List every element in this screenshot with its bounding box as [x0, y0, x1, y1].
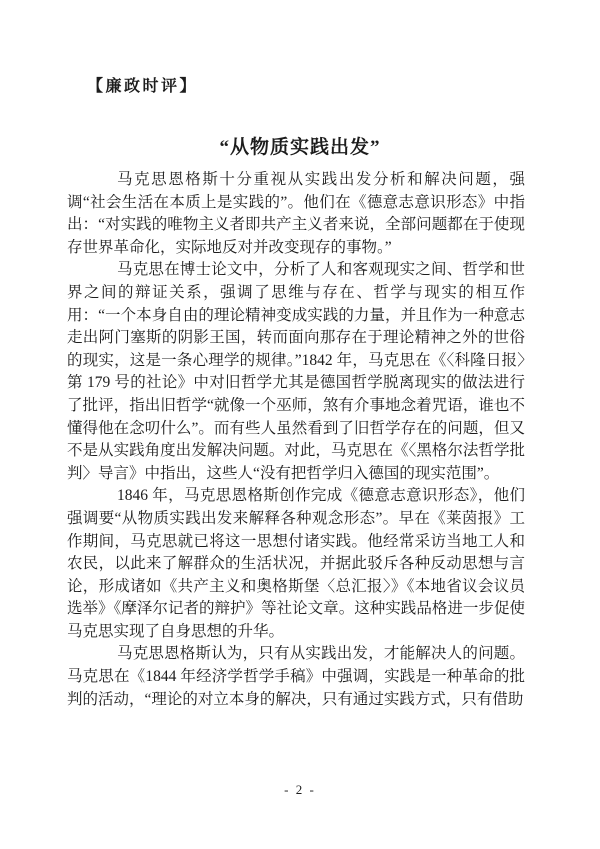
paragraph: 1846 年，马克思恩格斯创作完成《德意志意识形态》，他们强调要“从物质实践出发来解释各种观念形态”。早在《莱茵报》工作期间，马克思就已将这一思想付诸实践。他经常采访当地工人和农民，以此来了解群众的生活状况，并据此驳斥各种反动思想与言论，形成诸如《共产主义和奥格斯堡〈总汇报〉》《本地省议会议员选举》《摩泽尔记者的辩护》等社论文章。这种实践品格进一步促使马克思实现了自身思想的升华。 — [67, 487, 525, 640]
article-title: “从物质实践出发” — [219, 136, 381, 158]
paragraph: 马克思在博士论文中，分析了人和客观现实之间、哲学和世界之间的辩证关系，强调了思维与存在、哲学与现实的相互作用：“一个本身自由的理论精神变成实践的力量，并且作为一种意志走出阿门塞斯的阴影王国，转而面向那存在于理论精神之外的世俗的现实，这是一条心理学的规律。”1842 年，马克思在《〈科隆日报〉第 179 号的社论》中对旧哲学尤其是德国哲学脱离现实的做法进行了批评，指出旧哲学“就像一个巫师，煞有介事地念着咒语，谁也不懂得他在念叨什么”。而有些人虽然看到了旧哲学存在的问题，但又不是从实践角度出发解决问题。对此，马克思在《〈黑格尔法哲学批判〉导言》中指出，这些人“没有把哲学归入德国的现实范围”。 — [67, 261, 525, 482]
article-body — [67, 169, 525, 711]
paragraph: 马克思恩格斯十分重视从实践出发分析和解决问题，强调“社会生活在本质上是实践的”。他们在《德意志意识形态》中指出：“对实践的唯物主义者即共产主义者来说，全部问题都在于使现存世界革命化，实际地反对并改变现存的事物。” — [67, 171, 525, 256]
section-tag: 【廉政时评】 — [87, 78, 199, 95]
page-number: - 2 - — [284, 782, 316, 797]
paragraph: 马克思恩格斯认为，只有从实践出发，才能解决人的问题。马克思在《1844 年经济学哲学手稿》中强调，实践是一种革命的批判的活动，“理论的对立本身的解决，只有通过实践方式，只有借助 — [67, 645, 525, 708]
